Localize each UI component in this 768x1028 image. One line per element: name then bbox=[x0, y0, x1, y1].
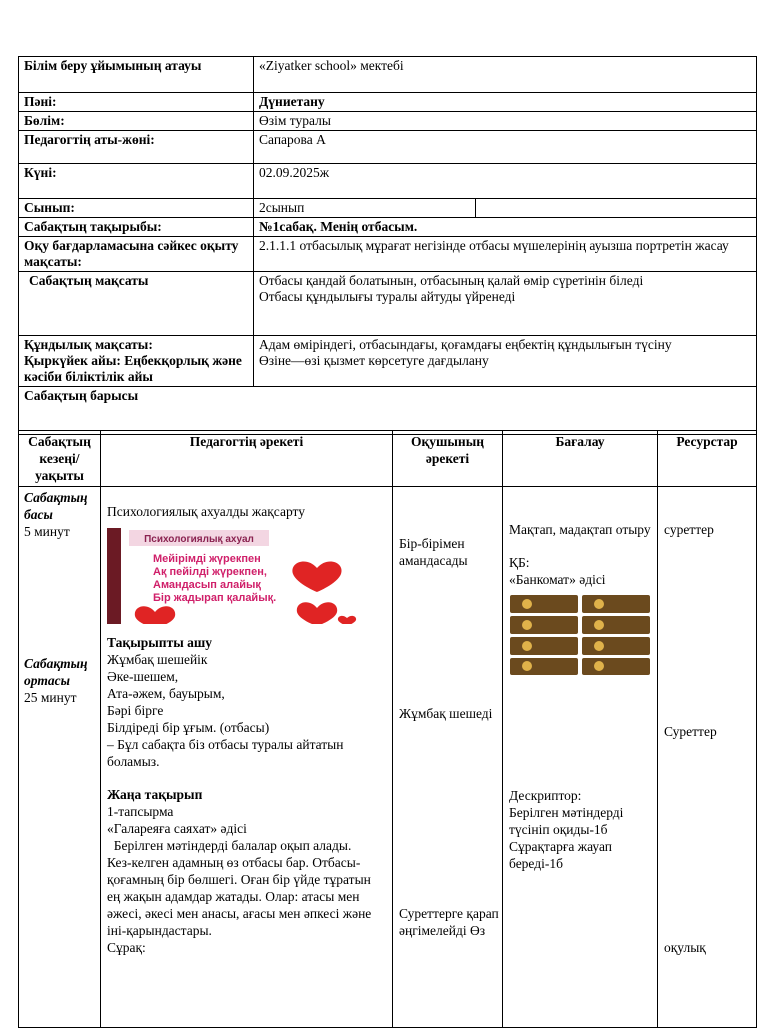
new-topic-line: Кез-келген адамның өз отбасы бар. Отбасы-қоғамның бір бөлшегі. Оған бір үйде тұратын ең жақын адамдар жатады. Олар: атасы мен әжесі, әкесі мен анасы, ағасы мен әпкесі және іні-қарындастары. bbox=[107, 855, 372, 938]
org-value: «Ziyatker school» мектебі bbox=[254, 57, 757, 93]
section-label: Бөлім: bbox=[19, 112, 254, 131]
banner-title: Психологиялық ахуал bbox=[144, 534, 254, 545]
resource-item: Суреттер bbox=[664, 724, 717, 739]
value-goal-row bbox=[19, 336, 757, 387]
progress-label: Сабақтың барысы bbox=[19, 387, 757, 435]
lesson-goal-row bbox=[19, 272, 757, 336]
topic-value: №1сабақ. Менің отбасым. bbox=[254, 218, 757, 237]
stage2-time: 25 минут bbox=[24, 690, 77, 705]
stage1-time: 5 минут bbox=[24, 524, 70, 539]
program-goal-row bbox=[19, 237, 757, 272]
progress-row bbox=[19, 387, 757, 435]
psychological-climate-banner bbox=[107, 528, 357, 624]
class-label: Сынып: bbox=[19, 199, 254, 218]
bankomat-coins-image bbox=[509, 594, 651, 676]
value-goal-value bbox=[254, 336, 757, 387]
section-value: Өзім туралы bbox=[254, 112, 757, 131]
descriptor-line: Сұрақтарға жауап береді-1б bbox=[509, 839, 613, 871]
date-label: Күні: bbox=[19, 164, 254, 199]
riddle-line: Бәрі бірге bbox=[107, 703, 164, 718]
lesson-goal-label: Сабақтың мақсаты bbox=[19, 272, 254, 336]
assessment-kb: ҚБ: bbox=[509, 555, 530, 570]
new-topic-line: 1-тапсырма bbox=[107, 804, 174, 819]
riddle-line: – Бұл сабақта біз отбасы туралы айтатын боламыз. bbox=[107, 737, 344, 769]
teacher-row bbox=[19, 131, 757, 164]
banner-line: Бір жадырап қалайық. bbox=[153, 592, 277, 604]
subject-row bbox=[19, 93, 757, 112]
resource-item: суреттер bbox=[664, 522, 714, 537]
col-header-student: Оқушының әрекеті bbox=[393, 431, 503, 487]
teacher-cell bbox=[101, 487, 393, 1028]
resource-item: оқулық bbox=[664, 940, 706, 955]
lesson-table bbox=[18, 430, 757, 1028]
class-row bbox=[19, 199, 757, 218]
lesson-goal-value bbox=[254, 272, 757, 336]
teacher-label: Педагогтің аты-жөні: bbox=[19, 131, 254, 164]
new-topic-line: Берілген мәтіндерді балалар оқып алады. bbox=[107, 838, 352, 853]
descriptor-title: Дескриптор: bbox=[509, 788, 582, 803]
lesson-body-row bbox=[19, 487, 757, 1028]
student-action: Бір-бірімен амандасады bbox=[399, 536, 468, 568]
date-row bbox=[19, 164, 757, 199]
new-topic-heading: Жаңа тақырып bbox=[107, 787, 203, 802]
topic-open-heading: Тақырыпты ашу bbox=[107, 635, 213, 650]
lesson-header-row bbox=[19, 431, 757, 487]
topic-row bbox=[19, 218, 757, 237]
teacher-line: Психологиялық ахуалды жақсарту bbox=[107, 504, 306, 519]
subject-label: Пәні: bbox=[19, 93, 254, 112]
date-value: 02.09.2025ж bbox=[254, 164, 757, 199]
lesson-goal-line: Отбасы құндылығы туралы айтуды үйренеді bbox=[259, 289, 516, 304]
col-header-stage: Сабақтың кезеңі/ уақыты bbox=[19, 431, 101, 487]
class-value: 2сынып bbox=[254, 199, 476, 218]
lesson-goal-line: Отбасы қандай болатынын, отбасының қалай өмір сүретінін біледі bbox=[259, 273, 644, 288]
value-goal-label bbox=[19, 336, 254, 387]
org-row bbox=[19, 57, 757, 93]
teacher-value: Сапарова А bbox=[254, 131, 757, 164]
col-header-assessment: Бағалау bbox=[503, 431, 658, 487]
program-goal-label: Оқу бағдарламасына сәйкес оқыту мақсаты: bbox=[19, 237, 254, 272]
student-cell bbox=[393, 487, 503, 1028]
value-goal-line: Адам өміріндегі, отбасындағы, қоғамдағы еңбектің құндылығын түсіну bbox=[259, 337, 672, 352]
col-header-teacher: Педагогтің әрекеті bbox=[101, 431, 393, 487]
section-row bbox=[19, 112, 757, 131]
topic-label: Сабақтың тақырыбы: bbox=[19, 218, 254, 237]
org-label: Білім беру ұйымының атауы bbox=[19, 57, 254, 93]
col-header-resources: Ресурстар bbox=[658, 431, 757, 487]
class-empty-cell bbox=[476, 199, 757, 218]
header-table bbox=[18, 56, 757, 435]
subject-value: Дүниетану bbox=[254, 93, 757, 112]
descriptor-line: Берілген мәтіндерді түсініп оқиды-1б bbox=[509, 805, 624, 837]
assessment-method: «Банкомат» әдісі bbox=[509, 572, 606, 587]
stage2-name: Сабақтың ортасы bbox=[24, 656, 88, 688]
riddle-line: Ата-әжем, бауырым, bbox=[107, 686, 225, 701]
assessment-praise: Мақтап, мадақтап отыру bbox=[509, 522, 651, 537]
student-action: Жұмбақ шешеді bbox=[399, 706, 493, 721]
riddle-line: Әке-шешем, bbox=[107, 669, 179, 684]
stage1-name: Сабақтың басы bbox=[24, 490, 88, 522]
riddle-line: Жұмбақ шешейік bbox=[107, 652, 208, 667]
banner-line: Амандасып алайық bbox=[153, 579, 261, 591]
value-goal-label-line: Құндылық мақсаты: bbox=[24, 337, 153, 352]
stage-cell bbox=[19, 487, 101, 1028]
program-goal-value: 2.1.1.1 отбасылық мұрағат негізінде отбасы мүшелерінің ауызша портретін жасау bbox=[254, 237, 757, 272]
banner-line: Ақ пейілді жүрекпен, bbox=[153, 566, 267, 578]
banner-dark-strip bbox=[107, 528, 121, 624]
value-goal-line: Өзіне—өзі қызмет көрсетуге дағдылану bbox=[259, 353, 489, 368]
assessment-cell bbox=[503, 487, 658, 1028]
riddle-line: Білдіреді бір ұғым. (отбасы) bbox=[107, 720, 270, 735]
resources-cell bbox=[658, 487, 757, 1028]
student-action: Суреттерге қарап әңгімелейді Өз bbox=[399, 906, 499, 938]
new-topic-line: «Галареяға саяхат» әдісі bbox=[107, 821, 247, 836]
value-goal-label-line: Қыркүйек айы: Еңбекқорлық және кәсіби біліктілік айы bbox=[24, 353, 242, 384]
new-topic-line: Сұрақ: bbox=[107, 940, 146, 955]
banner-line: Мейірімді жүрекпен bbox=[153, 553, 261, 565]
